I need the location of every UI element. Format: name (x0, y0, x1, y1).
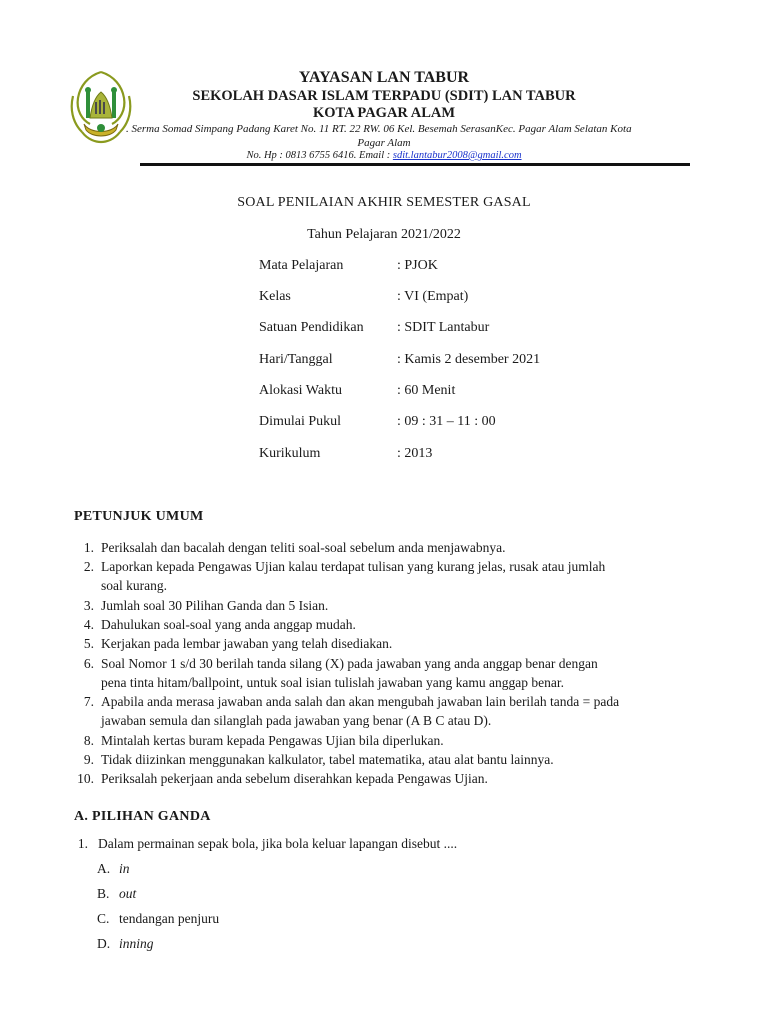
section-a-heading: A. PILIHAN GANDA (74, 809, 211, 824)
address-line-2: Pagar Alam (357, 137, 411, 149)
exam-title: SOAL PENILAIAN AKHIR SEMESTER GASAL (237, 195, 531, 210)
option-letter: B. (97, 886, 110, 901)
info-label: Hari/Tanggal (259, 352, 333, 367)
option-letter: A. (97, 861, 111, 876)
item-text: Dahulukan soal-soal yang anda anggap mudah. (101, 617, 356, 632)
item-text: Mintalah kertas buram kepada Pengawas Ujian bila diperlukan. (101, 733, 444, 748)
contact-line (0, 150, 768, 161)
item-number: 3. (83, 598, 94, 613)
info-label: Mata Pelajaran (259, 258, 344, 273)
info-value: : 09 : 31 – 11 : 00 (397, 414, 496, 429)
info-label: Alokasi Waktu (259, 383, 342, 398)
option-text: in (119, 861, 130, 876)
info-label: Dimulai Pukul (259, 414, 342, 429)
info-label: Satuan Pendidikan (259, 320, 364, 335)
option-text: tendangan penjuru (119, 911, 220, 926)
item-number: 2. (83, 559, 94, 574)
school-name: SEKOLAH DASAR ISLAM TERPADU (SDIT) LAN TABUR (192, 88, 576, 104)
item-text: Periksalah pekerjaan anda sebelum diserahkan kepada Pengawas Ujian. (101, 771, 488, 786)
item-number: 10. (77, 771, 94, 786)
item-text: pena tinta hitam/ballpoint, untuk soal isian tulislah jawaban yang kamu anggap benar. (101, 675, 565, 690)
item-text: Kerjakan pada lembar jawaban yang telah disediakan. (101, 636, 393, 651)
instructions-heading: PETUNJUK UMUM (74, 509, 204, 524)
item-text: Tidak diizinkan menggunakan kalkulator, tabel matematika, atau alat bantu lainnya. (101, 752, 554, 767)
item-number: 6. (83, 656, 94, 671)
item-text: jawaban semula dan silanglah pada jawaban yang benar (A B C atau D). (101, 713, 492, 728)
item-text: Apabila anda merasa jawaban anda salah dan akan mengubah jawaban lain berilah tanda = pada (101, 694, 620, 709)
info-value: : Kamis 2 desember 2021 (397, 352, 541, 367)
option-text: inning (119, 936, 154, 951)
item-text: Jumlah soal 30 Pilihan Ganda dan 5 Isian. (101, 598, 329, 613)
item-number: 8. (83, 733, 94, 748)
info-value: : 60 Menit (397, 383, 456, 398)
city-name: KOTA PAGAR ALAM (312, 105, 456, 121)
address-line-1: . Serma Somad Simpang Padang Karet No. 11 RT. 22 RW. 06 Kel. Besemah SerasanKec. Pagar Alam Selatan Kota (126, 123, 632, 135)
info-value: : 2013 (397, 446, 433, 461)
item-text: Laporkan kepada Pengawas Ujian kalau terdapat tulisan yang kurang jelas, rusak atau jumlah (101, 559, 606, 574)
academic-year: Tahun Pelajaran 2021/2022 (307, 227, 461, 242)
item-number: 5. (83, 636, 94, 651)
option-text: out (119, 886, 137, 901)
info-value: : SDIT Lantabur (397, 320, 490, 335)
item-number: 7. (83, 694, 94, 709)
email-link[interactable]: sdit.lantabur2008@gmail.com (392, 150, 522, 161)
option-letter: C. (97, 911, 110, 926)
info-label: Kelas (259, 289, 291, 304)
item-number: 9. (83, 752, 94, 767)
header-divider (140, 163, 690, 166)
info-value: : PJOK (397, 258, 438, 273)
info-label: Kurikulum (259, 446, 321, 461)
info-value: : VI (Empat) (397, 289, 469, 304)
option-letter: D. (97, 936, 111, 951)
item-text: Periksalah dan bacalah dengan teliti soal-soal sebelum anda menjawabnya. (101, 540, 506, 555)
item-text: Soal Nomor 1 s/d 30 berilah tanda silang (X) pada jawaban yang anda anggap benar dengan (101, 656, 598, 671)
item-number: 4. (83, 617, 94, 632)
item-number: 1. (83, 540, 94, 555)
contact-phone: No. Hp : 0813 6755 6416. Email : (246, 150, 393, 161)
question-text: Dalam permainan sepak bola, jika bola keluar lapangan disebut .... (98, 836, 458, 851)
question-number: 1. (77, 836, 88, 851)
foundation-name: YAYASAN LAN TABUR (298, 69, 470, 86)
item-text: soal kurang. (101, 578, 167, 593)
